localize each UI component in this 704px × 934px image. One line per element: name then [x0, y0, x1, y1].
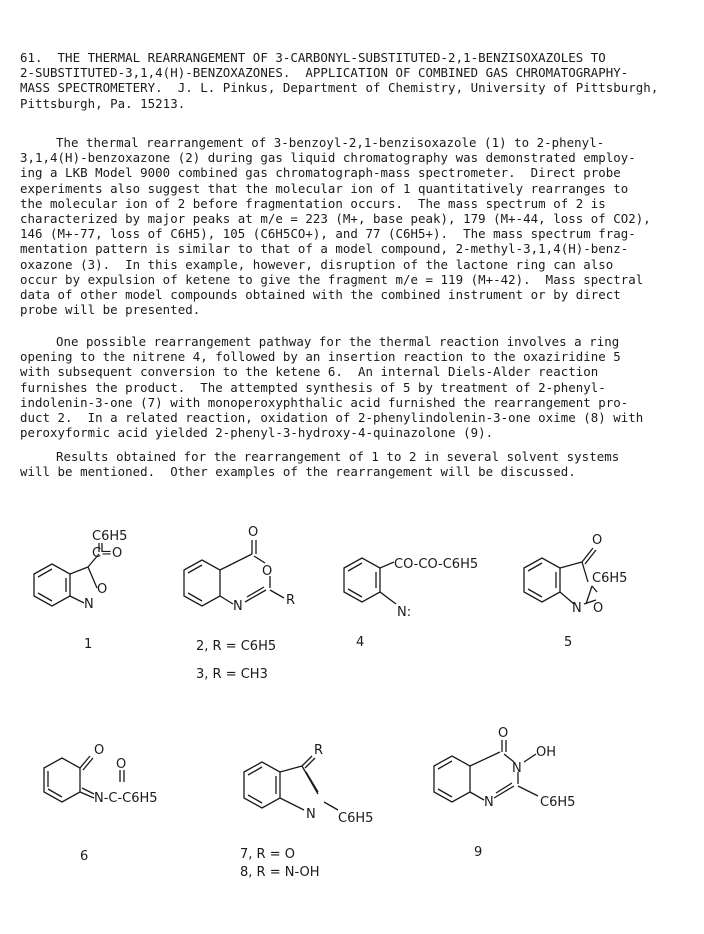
text-line: will be mentioned. Other examples of the rearrangement will be discussed. — [20, 464, 576, 480]
compound-label-8: 8, R = N-OH — [240, 865, 320, 880]
structure-7 — [240, 743, 373, 880]
text-line: The thermal rearrangement of 3-benzoyl-2,1-benzisoxazole (1) to 2-phenyl- — [56, 135, 605, 150]
compound-label-2: 2, R = C6H5 — [196, 639, 277, 654]
text-line: furnishes the product. The attempted synthesis of 5 by treatment of 2-phenyl- — [20, 379, 606, 395]
c6h5-label: C6H5 — [92, 529, 128, 544]
structure-4 — [344, 557, 478, 650]
atom-n: N — [306, 807, 316, 822]
text-line: characterized by major peaks at m/e = 223 (M+, base peak), 179 (M+-44, loss of CO2), — [20, 211, 651, 227]
text-line: experiments also suggest that the molecular ion of 1 quantitatively rearranges to — [20, 180, 629, 196]
text-line: with subsequent conversion to the ketene 6. An internal Diels-Alder reaction — [20, 364, 599, 380]
atom-o: O — [498, 726, 509, 741]
compound-label-3: 3, R = CH3 — [196, 667, 268, 682]
text-line: opening to the nitrene 4, followed by an insertion reaction to the oxaziridine 5 — [20, 349, 621, 365]
atom-o-ketene: O — [94, 743, 105, 758]
paragraph-1 — [20, 135, 688, 317]
chain-label: N-C-C6H5 — [94, 791, 158, 806]
chemical-structures — [0, 500, 704, 900]
text-line: occur by expulsion of ketene to give the fragment m/e = 119 (M+-42). Mass spectral — [20, 271, 644, 287]
text-line: Results obtained for the rearrangement of 1 to 2 in several solvent systems — [56, 449, 620, 464]
text-line: 3,1,4(H)-benzoxazone (2) during gas liquid chromatography was demonstrated employ- — [20, 150, 636, 166]
compound-label: 5 — [564, 635, 573, 650]
compound-label: 4 — [356, 635, 365, 650]
atom-n1: N — [484, 795, 494, 810]
atom-r: R — [286, 593, 296, 608]
text-line: the molecular ion of 2 before fragmentation occurs. The mass spectrum of 2 is — [20, 195, 606, 211]
atom-o: O — [593, 601, 604, 616]
structure-9 — [434, 726, 575, 860]
text-line: One possible rearrangement pathway for the thermal reaction involves a ring — [56, 334, 620, 349]
chain-label: CO-CO-C6H5 — [394, 557, 479, 572]
atom-o-top: O — [592, 533, 603, 548]
compound-label: 6 — [80, 849, 89, 864]
text-line: probe will be presented. — [20, 302, 201, 318]
text-line: data of other model compounds obtained with the combined instrument or by direct — [20, 287, 621, 303]
text-line: indolenin-3-one (7) with monoperoxyphthalic acid furnished the rearrangement pro- — [20, 394, 629, 410]
atom-o-top: O — [116, 757, 127, 772]
c6h5-label: C6H5 — [592, 571, 628, 586]
structure-2 — [184, 525, 295, 682]
paragraph-3 — [20, 449, 688, 479]
header-line: 61. THE THERMAL REARRANGEMENT OF 3-CARBONYL-SUBSTITUTED-2,1-BENZISOXAZOLES TO — [20, 50, 606, 65]
co-label: C=O — [92, 546, 123, 561]
atom-o: O — [97, 582, 108, 597]
header-line: Pittsburgh, Pa. 15213. — [20, 95, 186, 111]
atom-o-ring: O — [262, 564, 273, 579]
text-line: peroxyformic acid yielded 2-phenyl-3-hydroxy-4-quinazolone (9). — [20, 425, 494, 441]
atom-n: N — [84, 597, 94, 612]
atom-n: N — [233, 599, 243, 614]
atom-oh: OH — [536, 745, 557, 760]
text-line: ing a LKB Model 9000 combined gas chromatograph-mass spectrometer. Direct probe — [20, 165, 621, 181]
header-line: 2-SUBSTITUTED-3,1,4(H)-BENZOXAZONES. APPLICATION OF COMBINED GAS CHROMATOGRAPHY- — [20, 65, 629, 81]
text-line: oxazone (3). In this example, however, disruption of the lactone ring can also — [20, 256, 614, 272]
text-line: mentation pattern is similar to that of a model compound, 2-methyl-3,1,4(H)-benz- — [20, 241, 629, 257]
text-line: 146 (M+-77, loss of C6H5), 105 (C6H5CO+), and 77 (C6H5+). The mass spectrum frag- — [20, 226, 636, 242]
structure-1 — [34, 529, 127, 652]
atom-n3: N — [512, 761, 522, 776]
compound-label-7: 7, R = O — [240, 847, 295, 862]
structure-6 — [44, 743, 158, 864]
c6h5-label: C6H5 — [338, 811, 374, 826]
atom-o-top: O — [248, 525, 259, 540]
atom-r: R — [314, 743, 324, 758]
atom-n: N — [572, 601, 582, 616]
structure-5 — [524, 533, 627, 650]
compound-label: 9 — [474, 845, 483, 860]
c6h5-label: C6H5 — [540, 795, 576, 810]
abstract-header — [20, 50, 688, 111]
header-line: MASS SPECTROMETERY. J. L. Pinkus, Department of Chemistry, University of Pittsburgh, — [20, 80, 659, 96]
compound-label: 1 — [84, 637, 93, 652]
paragraph-2 — [20, 334, 688, 440]
atom-n: N: — [397, 605, 412, 620]
text-line: duct 2. In a related reaction, oxidation of 2-phenylindolenin-3-one oxime (8) with — [20, 410, 644, 426]
